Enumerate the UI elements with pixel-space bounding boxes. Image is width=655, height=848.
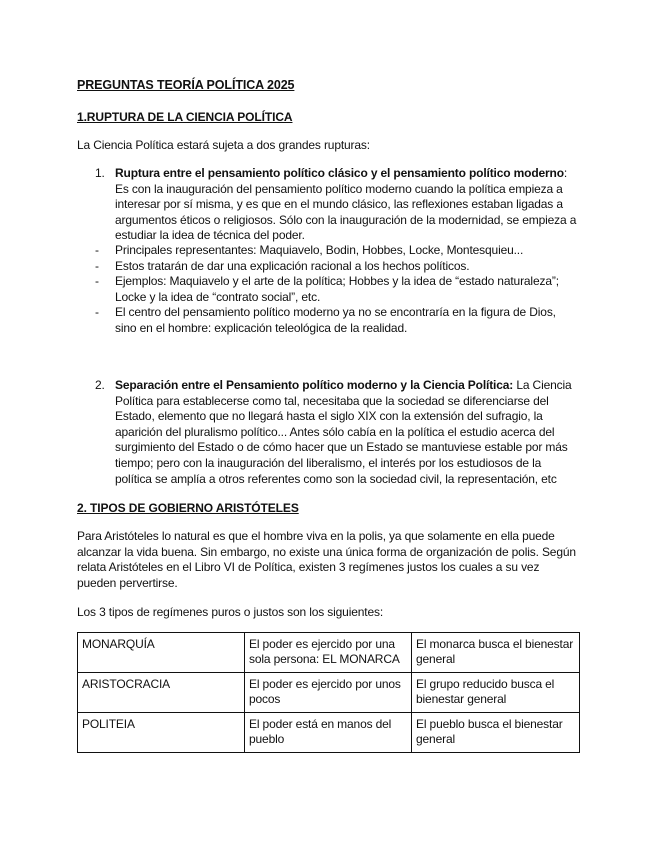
regime-power-cell: El poder está en manos del pueblo	[245, 713, 412, 753]
numbered-item-1	[95, 166, 577, 244]
item-2-body	[115, 378, 577, 487]
numbered-item-2	[95, 378, 577, 487]
bullet-dash: -	[95, 305, 99, 320]
regime-power-cell: El poder es ejercido por unos pocos	[245, 673, 412, 713]
list-item-text: Estos tratarán de dar una explicación racional a los hechos políticos.	[115, 258, 470, 273]
list-item	[95, 305, 577, 336]
section-1-intro: La Ciencia Política estará sujeta a dos grandes rupturas:	[77, 138, 370, 152]
section-2-paragraph: Para Aristóteles lo natural es que el hombre viva en la polis, ya que solamente en ella puede alcanzar la vida buena. Sin embargo, no existe una única forma de organización de polis. Según relata Aristóteles en el Libro VI de Política, existen 3 regímenes justos los cuales a su vez pueden pervertirse.	[77, 529, 576, 590]
table-row	[78, 713, 580, 753]
regime-aim-cell: El grupo reducido busca el bienestar general	[412, 673, 580, 713]
item-1-number: 1.	[95, 166, 105, 180]
regime-power-cell: El poder es ejercido por una sola persona: EL MONARCA	[245, 633, 412, 673]
bullet-list	[95, 243, 577, 337]
section-2-heading: 2. TIPOS DE GOBIERNO ARISTÓTELES	[77, 501, 299, 515]
bullet-dash: -	[95, 243, 99, 257]
regime-aim-cell: El pueblo busca el bienestar general	[412, 713, 580, 753]
table-row	[78, 633, 580, 673]
item-2-text: La Ciencia Política para establecerse como tal, necesitaba que la sociedad se diferenciarse del Estado, elemento que no llegará hasta el siglo XIX con la extensión del sufragio, la aparición del pluralismo político... Antes sólo cabía en la política el estudio acerca del surgimiento del Estado o de cómo hacer que un Estado se mantuviese estable por más tiempo; pero con la inauguración del liberalismo, el interés por los estudiosos de la política se amplía a otros referentes como son la sociedad civil, la representación, etc	[115, 378, 572, 486]
list-item	[95, 243, 577, 259]
regime-name-cell: ARISTOCRACIA	[78, 673, 245, 713]
item-1-body	[115, 166, 577, 244]
list-item-text: El centro del pensamiento político moderno ya no se encontraría en la figura de Dios, sino en el hombre: explicación teleológica de la realidad.	[115, 305, 556, 335]
item-1-text: : Es con la inauguración del pensamiento político moderno cuando la política empieza a interesar por sí misma, y es que en el mundo clásico, las reflexiones estaban ligadas a argumentos éticos o religiosos. Sólo con la inauguración de la modernidad, se empieza a estudiar la idea de técnica del poder.	[115, 166, 577, 243]
regime-name-cell: MONARQUÍA	[78, 633, 245, 673]
item-1-bold-title: Ruptura entre el pensamiento político clásico y el pensamiento político moderno	[115, 166, 564, 180]
list-item-text: Ejemplos: Maquiavelo y el arte de la política; Hobbes y la idea de “estado naturaleza”; Locke y la idea de “contrato social”, etc.	[115, 274, 559, 304]
list-item-text: Principales representantes: Maquiavelo, Bodin, Hobbes, Locke, Montesquieu...	[115, 243, 524, 257]
document-title: PREGUNTAS TEORÍA POLÍTICA 2025	[77, 78, 295, 92]
regime-aim-cell: El monarca busca el bienestar general	[412, 633, 580, 673]
table-intro: Los 3 tipos de regímenes puros o justos son los siguientes:	[77, 605, 383, 619]
item-2-bold-title: Separación entre el Pensamiento político moderno y la Ciencia Política:	[115, 378, 514, 392]
list-item	[95, 274, 577, 305]
item-2-number: 2.	[95, 378, 105, 392]
table-row	[78, 673, 580, 713]
government-types-table	[77, 632, 580, 753]
bullet-dash: -	[95, 258, 99, 273]
section-1-heading: 1.RUPTURA DE LA CIENCIA POLÍTICA	[77, 110, 293, 124]
list-item	[95, 259, 577, 275]
bullet-dash: -	[95, 274, 99, 289]
regime-name-cell: POLITEIA	[78, 713, 245, 753]
